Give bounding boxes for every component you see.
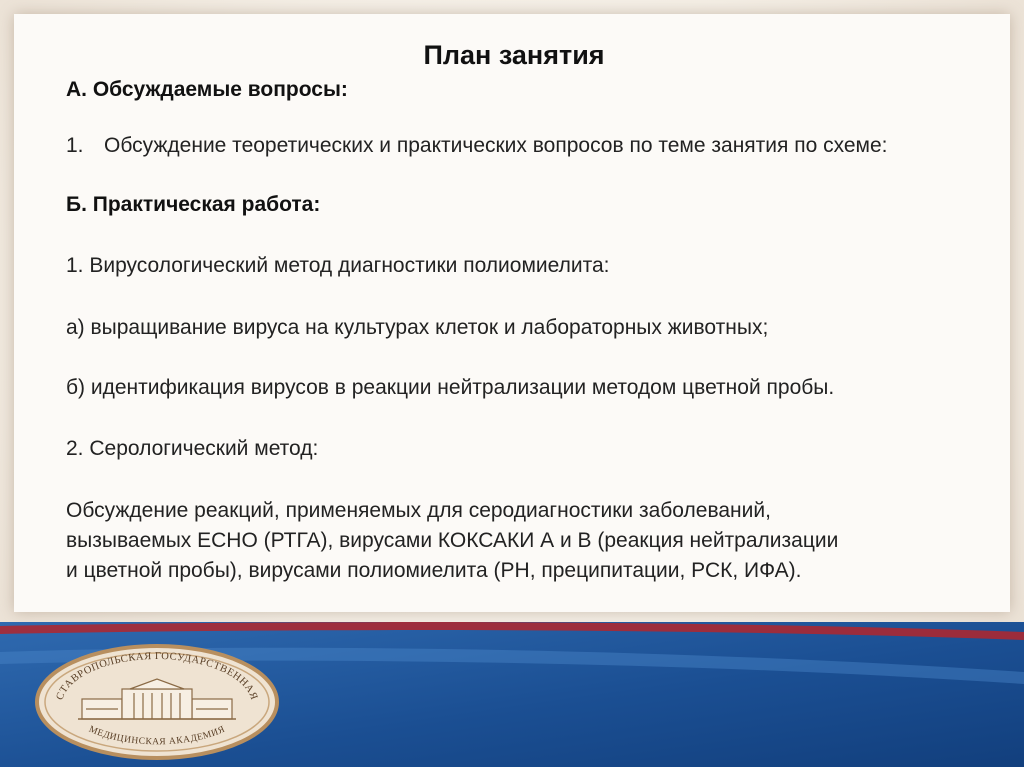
virology-method-heading: 1. Вирусологический метод диагностики полиомиелита: bbox=[66, 254, 610, 277]
logo-bottom-text: МЕДИЦИНСКАЯ АКАДЕМИЯ bbox=[87, 724, 227, 748]
discussion-line-2: вызываемых ЕСНО (РТГА), вирусами КОКСАКИ А и В (реакция нейтрализации bbox=[66, 529, 839, 552]
list-item-text: Обсуждение теоретических и практических вопросов по теме занятия по схеме: bbox=[104, 134, 888, 157]
virology-item-a: а) выращивание вируса на культурах клеток и лабораторных животных; bbox=[66, 316, 769, 339]
section-b-heading: Б. Практическая работа: bbox=[66, 193, 321, 216]
building-center-block bbox=[122, 689, 192, 719]
discussion-line-3: и цветной пробы), вирусами полиомиелита (РН, преципитации, РСК, ИФА). bbox=[66, 559, 802, 582]
serology-method-heading: 2. Серологический метод: bbox=[66, 437, 319, 460]
discussion-line-1: Обсуждение реакций, применяемых для серодиагностики заболеваний, bbox=[66, 499, 771, 522]
slide-title: План занятия bbox=[423, 40, 605, 70]
virology-item-b: б) идентификация вирусов в реакции нейтрализации методом цветной пробы. bbox=[66, 376, 835, 399]
academy-logo bbox=[34, 643, 280, 761]
logo-top-text: СТАВРОПОЛЬСКАЯ ГОСУДАРСТВЕННАЯ bbox=[54, 650, 260, 702]
section-a-heading: А. Обсуждаемые вопросы: bbox=[66, 78, 348, 101]
section-a-item-1 bbox=[66, 134, 888, 158]
list-number: 1. bbox=[66, 134, 84, 157]
slide-content-panel bbox=[14, 14, 1010, 612]
